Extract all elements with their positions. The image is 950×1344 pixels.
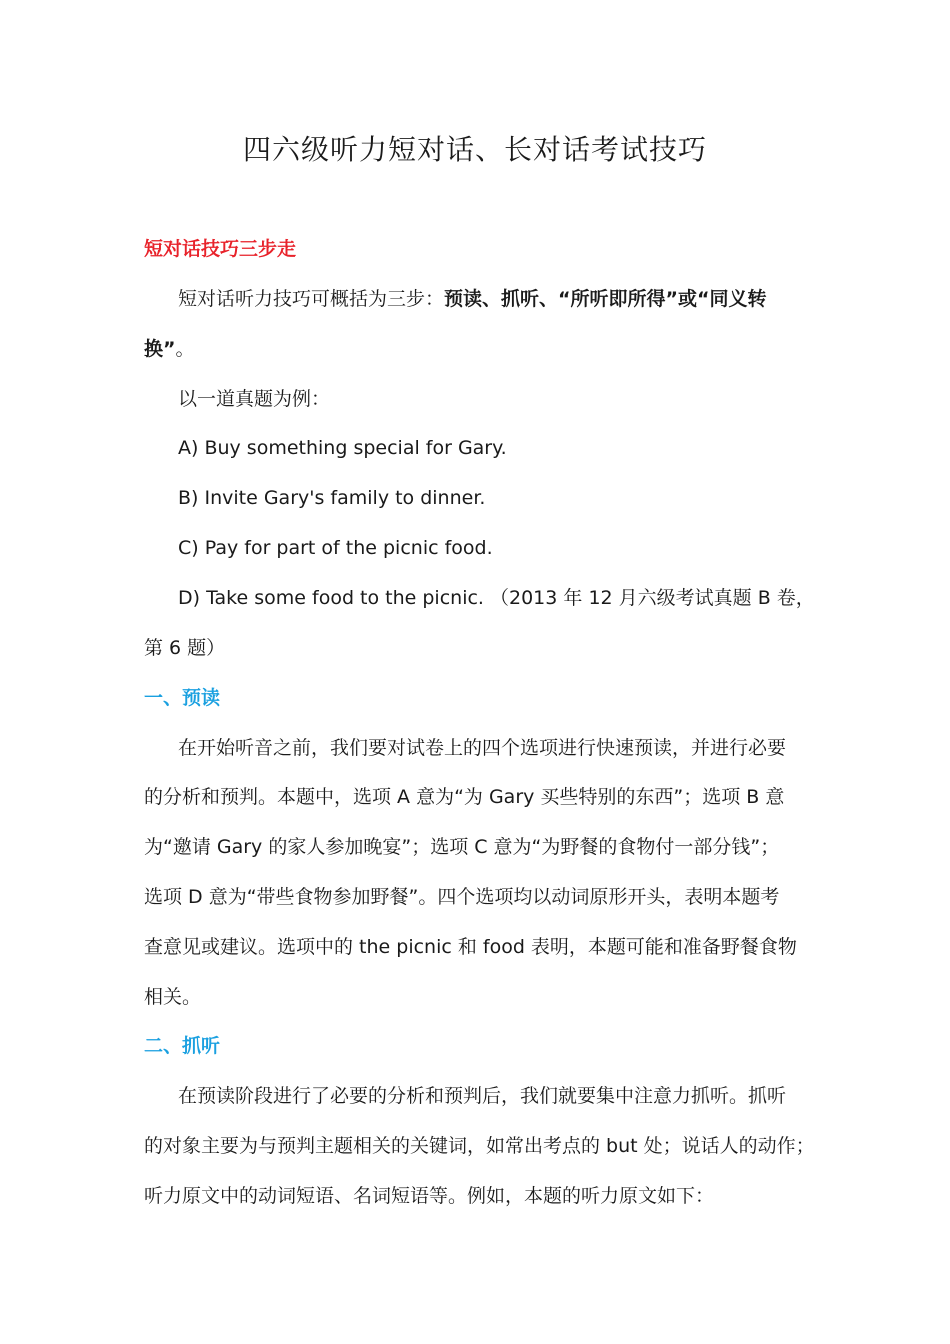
step2-heading: 二、抓听 (144, 1035, 221, 1057)
intro-paragraph-line-1 (178, 284, 766, 314)
option-a: A) Buy something special for Gary. (178, 437, 507, 459)
step1-line: 选项 D 意为“带些食物参加野餐”。四个选项均以动词原形开头，表明本题考 (144, 886, 780, 908)
intro-text: 短对话听力技巧可概括为三步： (178, 288, 445, 310)
step1-line: 的分析和预判。本题中，选项 A 意为“为 Gary 买些特别的东西”；选项 B 意 (144, 786, 785, 808)
intro-steps-bold: 预读、抓听、“所听即所得”或“同义转 (444, 288, 767, 310)
intro-steps-bold-cont: 换” (144, 338, 176, 360)
intro-paragraph-line-2 (144, 334, 195, 364)
page-title: 四六级听力短对话、长对话考试技巧 (242, 133, 707, 166)
option-b: B) Invite Gary's family to dinner. (178, 487, 486, 509)
step2-line: 在预读阶段进行了必要的分析和预判后，我们就要集中注意力抓听。抓听 (178, 1085, 787, 1107)
step1-line: 为“邀请 Gary 的家人参加晚宴”；选项 C 意为“为野餐的食物付一部分钱”； (144, 836, 780, 858)
step2-line: 听力原文中的动词短语、名词短语等。例如，本题的听力原文如下： (144, 1185, 715, 1207)
intro-period: 。 (175, 338, 195, 360)
step1-line: 在开始听音之前，我们要对试卷上的四个选项进行快速预读，并进行必要 (178, 737, 787, 759)
option-c: C) Pay for part of the picnic food. (178, 537, 493, 559)
section-heading-short-dialogue: 短对话技巧三步走 (144, 238, 297, 260)
step2-line: 的对象主要为与预判主题相关的关键词，如常出考点的 but 处；说话人的动作； (144, 1135, 815, 1157)
step1-heading: 一、预读 (144, 687, 221, 709)
step1-line: 相关。 (144, 986, 202, 1008)
option-d-line-2: 第 6 题） (144, 637, 226, 659)
option-d-line-1: D) Take some food to the picnic. （2013 年 12 月六级考试真题 B 卷， (178, 587, 815, 609)
example-intro: 以一道真题为例： (178, 388, 331, 410)
step1-line: 查意见或建议。选项中的 the picnic 和 food 表明，本题可能和准备野餐食物 (144, 936, 797, 958)
